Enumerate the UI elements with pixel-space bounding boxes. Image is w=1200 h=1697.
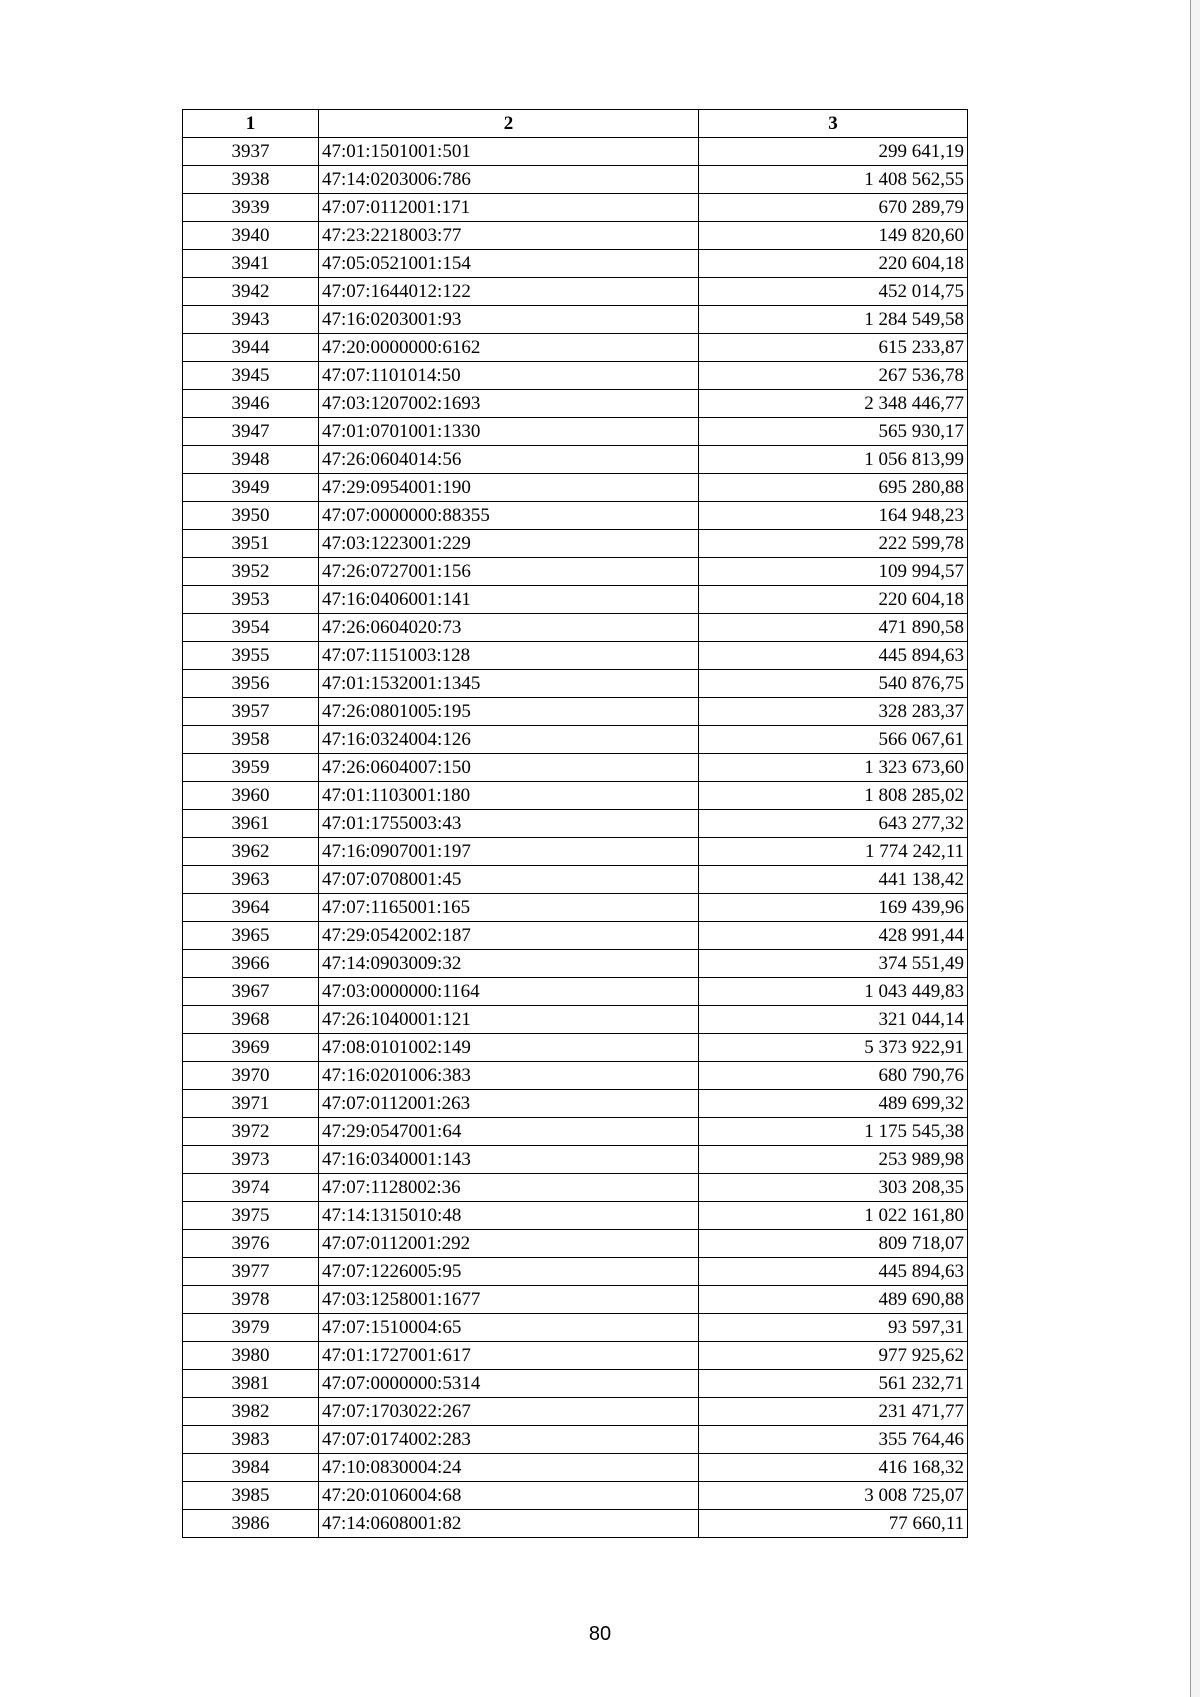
cadastral-number-cell: 47:26:0801005:195 [319, 698, 699, 726]
row-number-cell: 3978 [183, 1286, 319, 1314]
value-cell: 374 551,49 [699, 950, 968, 978]
row-number-cell: 3963 [183, 866, 319, 894]
table-row [183, 334, 968, 362]
cadastral-number-cell: 47:03:1223001:229 [319, 530, 699, 558]
row-number-cell: 3938 [183, 166, 319, 194]
table-row [183, 1370, 968, 1398]
cadastral-number-cell: 47:26:0604014:56 [319, 446, 699, 474]
table-row [183, 1090, 968, 1118]
table-row [183, 222, 968, 250]
table-row [183, 278, 968, 306]
value-cell: 1 774 242,11 [699, 838, 968, 866]
cadastral-number-cell: 47:07:0708001:45 [319, 866, 699, 894]
cadastral-number-cell: 47:07:0112001:292 [319, 1230, 699, 1258]
row-number-cell: 3970 [183, 1062, 319, 1090]
cadastral-number-cell: 47:03:1258001:1677 [319, 1286, 699, 1314]
cadastral-number-cell: 47:03:0000000:1164 [319, 978, 699, 1006]
cadastral-number-cell: 47:01:0701001:1330 [319, 418, 699, 446]
row-number-cell: 3982 [183, 1398, 319, 1426]
cadastral-number-cell: 47:03:1207002:1693 [319, 390, 699, 418]
table-row [183, 558, 968, 586]
row-number-cell: 3954 [183, 614, 319, 642]
table-row [183, 1062, 968, 1090]
header-col-3: 3 [699, 110, 968, 138]
row-number-cell: 3983 [183, 1426, 319, 1454]
row-number-cell: 3952 [183, 558, 319, 586]
row-number-cell: 3973 [183, 1146, 319, 1174]
cadastral-number-cell: 47:16:0324004:126 [319, 726, 699, 754]
table-row [183, 1258, 968, 1286]
value-cell: 643 277,32 [699, 810, 968, 838]
cadastral-number-cell: 47:26:0604020:73 [319, 614, 699, 642]
table-row [183, 950, 968, 978]
cadastral-number-cell: 47:29:0954001:190 [319, 474, 699, 502]
row-number-cell: 3939 [183, 194, 319, 222]
value-cell: 1 284 549,58 [699, 306, 968, 334]
table-row [183, 1006, 968, 1034]
table-row [183, 810, 968, 838]
table-row [183, 502, 968, 530]
row-number-cell: 3945 [183, 362, 319, 390]
table-row [183, 894, 968, 922]
row-number-cell: 3951 [183, 530, 319, 558]
header-col-1: 1 [183, 110, 319, 138]
table-row [183, 670, 968, 698]
row-number-cell: 3976 [183, 1230, 319, 1258]
cadastral-number-cell: 47:14:0903009:32 [319, 950, 699, 978]
row-number-cell: 3979 [183, 1314, 319, 1342]
table-row [183, 642, 968, 670]
cadastral-number-cell: 47:08:0101002:149 [319, 1034, 699, 1062]
table-row [183, 1202, 968, 1230]
cadastral-number-cell: 47:10:0830004:24 [319, 1454, 699, 1482]
value-cell: 1 408 562,55 [699, 166, 968, 194]
table-row [183, 166, 968, 194]
cadastral-number-cell: 47:01:1532001:1345 [319, 670, 699, 698]
page-edge [1190, 0, 1200, 1697]
cadastral-number-cell: 47:07:0112001:263 [319, 1090, 699, 1118]
table-row [183, 1342, 968, 1370]
value-cell: 220 604,18 [699, 586, 968, 614]
cadastral-number-cell: 47:20:0106004:68 [319, 1482, 699, 1510]
value-cell: 328 283,37 [699, 698, 968, 726]
value-cell: 299 641,19 [699, 138, 968, 166]
value-cell: 695 280,88 [699, 474, 968, 502]
cadastral-number-cell: 47:05:0521001:154 [319, 250, 699, 278]
row-number-cell: 3958 [183, 726, 319, 754]
cadastral-number-cell: 47:07:1101014:50 [319, 362, 699, 390]
value-cell: 109 994,57 [699, 558, 968, 586]
cadastral-number-cell: 47:29:0542002:187 [319, 922, 699, 950]
table-row [183, 1286, 968, 1314]
data-table [182, 109, 968, 1538]
value-cell: 3 008 725,07 [699, 1482, 968, 1510]
table-row [183, 922, 968, 950]
cadastral-number-cell: 47:07:1128002:36 [319, 1174, 699, 1202]
row-number-cell: 3961 [183, 810, 319, 838]
cadastral-number-cell: 47:26:0604007:150 [319, 754, 699, 782]
value-cell: 1 056 813,99 [699, 446, 968, 474]
table-row [183, 306, 968, 334]
row-number-cell: 3953 [183, 586, 319, 614]
table-header [183, 110, 968, 138]
cadastral-number-cell: 47:07:1151003:128 [319, 642, 699, 670]
value-cell: 2 348 446,77 [699, 390, 968, 418]
table-row [183, 250, 968, 278]
table-row [183, 362, 968, 390]
value-cell: 565 930,17 [699, 418, 968, 446]
value-cell: 977 925,62 [699, 1342, 968, 1370]
cadastral-number-cell: 47:16:0340001:143 [319, 1146, 699, 1174]
cadastral-number-cell: 47:20:0000000:6162 [319, 334, 699, 362]
value-cell: 441 138,42 [699, 866, 968, 894]
value-cell: 489 699,32 [699, 1090, 968, 1118]
cadastral-number-cell: 47:07:1644012:122 [319, 278, 699, 306]
table-row [183, 726, 968, 754]
table-row [183, 1314, 968, 1342]
value-cell: 5 373 922,91 [699, 1034, 968, 1062]
value-cell: 222 599,78 [699, 530, 968, 558]
row-number-cell: 3981 [183, 1370, 319, 1398]
value-cell: 149 820,60 [699, 222, 968, 250]
row-number-cell: 3937 [183, 138, 319, 166]
table-body [183, 138, 968, 1538]
value-cell: 267 536,78 [699, 362, 968, 390]
row-number-cell: 3959 [183, 754, 319, 782]
row-number-cell: 3962 [183, 838, 319, 866]
value-cell: 1 022 161,80 [699, 1202, 968, 1230]
value-cell: 445 894,63 [699, 642, 968, 670]
table-row [183, 586, 968, 614]
cadastral-number-cell: 47:16:0201006:383 [319, 1062, 699, 1090]
row-number-cell: 3960 [183, 782, 319, 810]
row-number-cell: 3975 [183, 1202, 319, 1230]
cadastral-number-cell: 47:26:0727001:156 [319, 558, 699, 586]
cadastral-number-cell: 47:01:1727001:617 [319, 1342, 699, 1370]
value-cell: 452 014,75 [699, 278, 968, 306]
table-header-row [183, 110, 968, 138]
row-number-cell: 3940 [183, 222, 319, 250]
table-row [183, 614, 968, 642]
cadastral-number-cell: 47:07:0112001:171 [319, 194, 699, 222]
table-row [183, 1454, 968, 1482]
value-cell: 489 690,88 [699, 1286, 968, 1314]
value-cell: 77 660,11 [699, 1510, 968, 1538]
cadastral-number-cell: 47:16:0406001:141 [319, 586, 699, 614]
table-row [183, 754, 968, 782]
row-number-cell: 3942 [183, 278, 319, 306]
row-number-cell: 3946 [183, 390, 319, 418]
table-row [183, 1174, 968, 1202]
row-number-cell: 3956 [183, 670, 319, 698]
row-number-cell: 3972 [183, 1118, 319, 1146]
row-number-cell: 3964 [183, 894, 319, 922]
table-row [183, 194, 968, 222]
row-number-cell: 3984 [183, 1454, 319, 1482]
row-number-cell: 3948 [183, 446, 319, 474]
table-row [183, 698, 968, 726]
row-number-cell: 3985 [183, 1482, 319, 1510]
cadastral-number-cell: 47:29:0547001:64 [319, 1118, 699, 1146]
cadastral-number-cell: 47:01:1501001:501 [319, 138, 699, 166]
row-number-cell: 3966 [183, 950, 319, 978]
cadastral-number-cell: 47:14:0608001:82 [319, 1510, 699, 1538]
page-number: 80 [588, 1623, 612, 1645]
value-cell: 680 790,76 [699, 1062, 968, 1090]
row-number-cell: 3986 [183, 1510, 319, 1538]
row-number-cell: 3968 [183, 1006, 319, 1034]
header-col-2: 2 [319, 110, 699, 138]
table-row [183, 866, 968, 894]
cadastral-number-cell: 47:23:2218003:77 [319, 222, 699, 250]
row-number-cell: 3971 [183, 1090, 319, 1118]
cadastral-number-cell: 47:07:0000000:88355 [319, 502, 699, 530]
row-number-cell: 3943 [183, 306, 319, 334]
row-number-cell: 3947 [183, 418, 319, 446]
value-cell: 303 208,35 [699, 1174, 968, 1202]
table-row [183, 1230, 968, 1258]
cadastral-number-cell: 47:07:0174002:283 [319, 1426, 699, 1454]
value-cell: 566 067,61 [699, 726, 968, 754]
row-number-cell: 3980 [183, 1342, 319, 1370]
value-cell: 445 894,63 [699, 1258, 968, 1286]
table-row [183, 1034, 968, 1062]
table-row [183, 446, 968, 474]
row-number-cell: 3969 [183, 1034, 319, 1062]
cadastral-number-cell: 47:07:1226005:95 [319, 1258, 699, 1286]
value-cell: 1 808 285,02 [699, 782, 968, 810]
row-number-cell: 3950 [183, 502, 319, 530]
table-row [183, 1482, 968, 1510]
value-cell: 471 890,58 [699, 614, 968, 642]
table-row [183, 138, 968, 166]
cadastral-number-cell: 47:26:1040001:121 [319, 1006, 699, 1034]
cadastral-number-cell: 47:07:1510004:65 [319, 1314, 699, 1342]
cadastral-number-cell: 47:07:0000000:5314 [319, 1370, 699, 1398]
row-number-cell: 3957 [183, 698, 319, 726]
value-cell: 355 764,46 [699, 1426, 968, 1454]
value-cell: 253 989,98 [699, 1146, 968, 1174]
table-row [183, 1510, 968, 1538]
value-cell: 169 439,96 [699, 894, 968, 922]
table-row [183, 530, 968, 558]
table-row [183, 1426, 968, 1454]
row-number-cell: 3974 [183, 1174, 319, 1202]
value-cell: 540 876,75 [699, 670, 968, 698]
value-cell: 93 597,31 [699, 1314, 968, 1342]
cadastral-number-cell: 47:16:0203001:93 [319, 306, 699, 334]
cadastral-number-cell: 47:01:1755003:43 [319, 810, 699, 838]
row-number-cell: 3955 [183, 642, 319, 670]
value-cell: 670 289,79 [699, 194, 968, 222]
value-cell: 615 233,87 [699, 334, 968, 362]
cadastral-number-cell: 47:14:0203006:786 [319, 166, 699, 194]
table-row [183, 1398, 968, 1426]
value-cell: 164 948,23 [699, 502, 968, 530]
table-row [183, 418, 968, 446]
value-cell: 416 168,32 [699, 1454, 968, 1482]
cadastral-number-cell: 47:16:0907001:197 [319, 838, 699, 866]
value-cell: 561 232,71 [699, 1370, 968, 1398]
value-cell: 220 604,18 [699, 250, 968, 278]
cadastral-number-cell: 47:14:1315010:48 [319, 1202, 699, 1230]
row-number-cell: 3967 [183, 978, 319, 1006]
value-cell: 231 471,77 [699, 1398, 968, 1426]
table-row [183, 838, 968, 866]
table-row [183, 390, 968, 418]
cadastral-number-cell: 47:07:1703022:267 [319, 1398, 699, 1426]
row-number-cell: 3949 [183, 474, 319, 502]
table-row [183, 1146, 968, 1174]
cadastral-number-cell: 47:01:1103001:180 [319, 782, 699, 810]
value-cell: 809 718,07 [699, 1230, 968, 1258]
table-row [183, 782, 968, 810]
cadastral-number-cell: 47:07:1165001:165 [319, 894, 699, 922]
value-cell: 1 323 673,60 [699, 754, 968, 782]
value-cell: 428 991,44 [699, 922, 968, 950]
table-row [183, 1118, 968, 1146]
table-row [183, 474, 968, 502]
value-cell: 321 044,14 [699, 1006, 968, 1034]
row-number-cell: 3944 [183, 334, 319, 362]
row-number-cell: 3977 [183, 1258, 319, 1286]
row-number-cell: 3941 [183, 250, 319, 278]
value-cell: 1 043 449,83 [699, 978, 968, 1006]
row-number-cell: 3965 [183, 922, 319, 950]
value-cell: 1 175 545,38 [699, 1118, 968, 1146]
table-row [183, 978, 968, 1006]
